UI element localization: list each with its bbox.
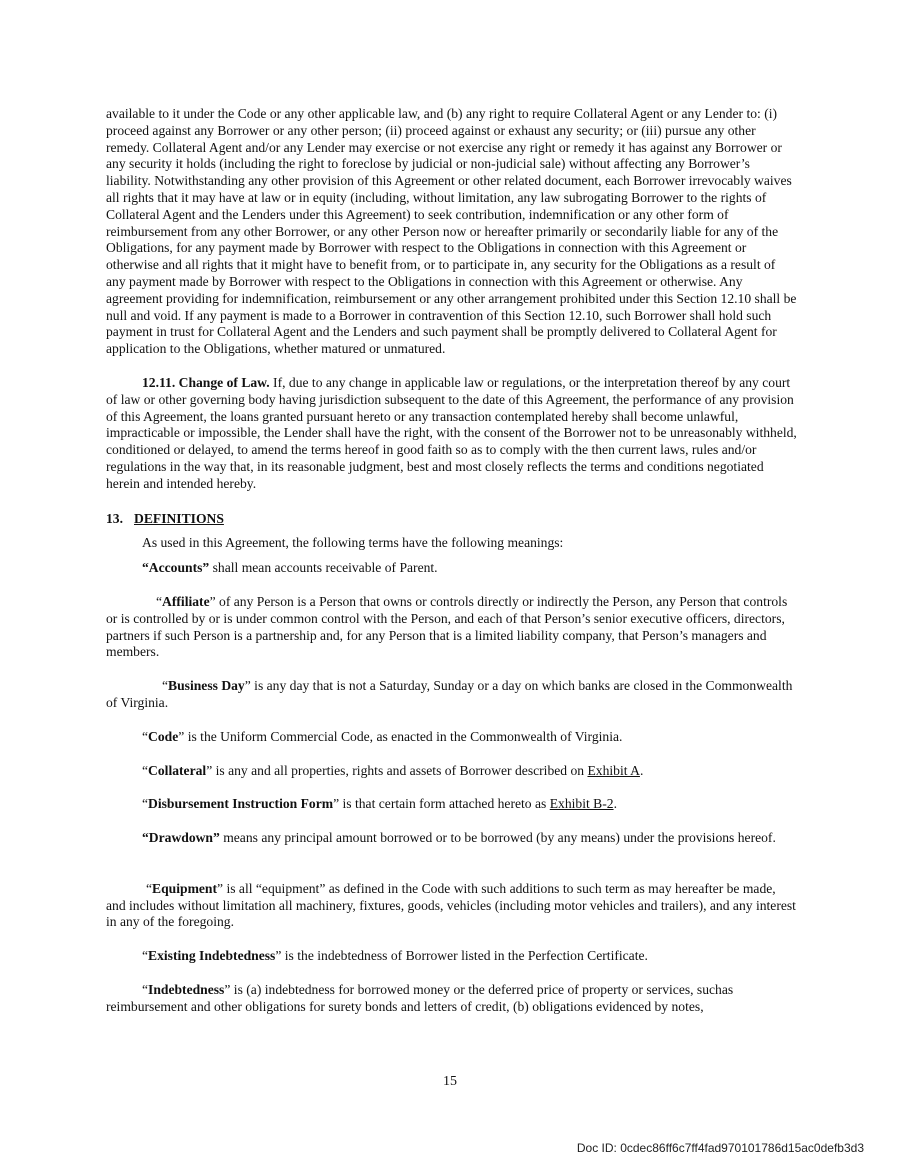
definition-code	[106, 729, 798, 746]
definition-equipment-text: ” is all “equipment” as defined in the Code with such additions to such term as may hereafter be made, and includes without limitation all machinery, fixtures, goods, vehicles (including motor vehicles and trailers), and any interest in any of the foregoing.	[106, 880, 796, 930]
section-13-number: 13.	[106, 510, 123, 526]
definition-indebtedness-text: ” is (a) indebtedness for borrowed money or the deferred price of property or services, suchas reimbursement and other obligations for surety bonds and letters of credit, (b) obligations evidenced by notes,	[106, 982, 734, 1014]
term-drawdown: “Drawdown”	[142, 830, 220, 846]
term-existing-indebtedness: Existing Indebtedness	[148, 948, 276, 964]
definition-disbursement-form	[106, 796, 798, 813]
definition-affiliate-text: ” of any Person is a Person that owns or controls directly or indirectly the Person, any Person that controls or is controlled by or is under common control with the Person, and each of that Person’s senior executive officers, directors, partners if such Person is a partnership and, for any Person that is a limited liability company, that Person’s managers and members.	[106, 593, 788, 660]
definition-collateral-text: ” is any and all properties, rights and assets of Borrower described on	[206, 762, 588, 778]
definition-collateral	[106, 763, 798, 780]
quote: “	[142, 762, 149, 778]
quote: “	[162, 678, 169, 694]
period: .	[639, 762, 644, 778]
definition-drawdown	[106, 830, 798, 847]
term-business-day: Business Day	[168, 678, 245, 694]
definition-disbursement-text: ” is that certain form attached hereto as	[333, 796, 550, 812]
definition-affiliate	[106, 594, 798, 661]
definition-accounts	[106, 560, 798, 577]
document-page	[106, 106, 798, 1016]
definition-equipment	[106, 881, 798, 931]
section-13-title: DEFINITIONS	[134, 510, 224, 526]
quote: “	[142, 982, 149, 998]
definitions-intro: As used in this Agreement, the following terms have the following meanings:	[142, 535, 564, 551]
quote: “	[156, 593, 163, 609]
definition-drawdown-text: means any principal amount borrowed or to be borrowed (by any means) under the provisions hereof.	[219, 830, 776, 846]
exhibit-b2-link[interactable]: Exhibit B-2	[549, 796, 614, 812]
quote: “	[142, 796, 149, 812]
page-number: 15	[443, 1074, 457, 1089]
section-12-11-body: If, due to any change in applicable law or regulations, or the interpretation thereof by any court of law or other governing body having jurisdiction subsequent to the date of this Agreement, the performance of any provision of this Agreement, the loans granted pursuant hereto or any transaction contemplated hereby shall become unlawful, impracticable or impossible, the Lender shall have the right, with the consent of the Borrower not to be unreasonably withheld, conditioned or delayed, to amend the terms hereof in good faith so as to comply with the then current laws, rules and/or regulations in the way that, in its reasonable judgment, best and most closely reflects the terms and conditions negotiated herein and intended hereby.	[106, 374, 797, 491]
definition-accounts-text: shall mean accounts receivable of Parent.	[209, 560, 438, 576]
term-equipment: Equipment	[152, 880, 218, 896]
definition-existing-indebtedness	[106, 948, 798, 965]
term-collateral: Collateral	[148, 762, 207, 778]
definition-code-text: ” is the Uniform Commercial Code, as enacted in the Commonwealth of Virginia.	[178, 728, 623, 744]
quote: “	[142, 728, 149, 744]
section-13-heading	[106, 511, 798, 528]
period: .	[613, 796, 617, 812]
term-disbursement-form: Disbursement Instruction Form	[148, 796, 334, 812]
exhibit-a-link[interactable]: Exhibit A	[587, 762, 640, 778]
definition-indebtedness	[106, 982, 798, 1016]
definition-business-day	[106, 678, 798, 712]
section-12-11	[106, 375, 798, 493]
quote: “	[146, 880, 153, 896]
term-affiliate: Affiliate	[162, 593, 210, 609]
definition-business-day-text: ” is any day that is not a Saturday, Sunday or a day on which banks are closed in the Commonwealth of Virginia.	[106, 678, 793, 710]
term-accounts: “Accounts”	[142, 560, 210, 576]
term-indebtedness: Indebtedness	[148, 982, 225, 998]
section-12-11-heading: 12.11. Change of Law.	[142, 374, 270, 390]
doc-id: Doc ID: 0cdec86ff6c7ff4fad970101786d15ac0defb3d3	[576, 1141, 864, 1155]
definition-existing-text: ” is the indebtedness of Borrower listed in the Perfection Certificate.	[275, 948, 648, 964]
quote: “	[142, 948, 149, 964]
paragraph-waiver-continued: available to it under the Code or any other applicable law, and (b) any right to require Collateral Agent or any Lender to: (i) proceed against any Borrower or any other person; (ii) proceed against or exhaust any security; or (iii) pursue any other remedy. Collateral Agent and/or any Lender may exercise or not exercise any right or remedy it has against any Borrower or any security it holds (including the right to foreclose by judicial or non-judicial sale) without affecting any Borrower’s liability. Notwithstanding any other provision of this Agreement or other related document, each Borrower irrevocably waives all rights that it may have at law or in equity (including, without limitation, any law subrogating Borrower to the rights of Collateral Agent and the Lenders under this Agreement) to seek contribution, indemnification or any other form of reimbursement from any other Borrower, or any other Person now or hereafter primarily or secondarily liable for any of the Obligations, for any payment made by Borrower with respect to the Obligations in connection with this Agreement or otherwise and all rights that it might have to benefit from, or to participate in, any security for the Obligations as a result of any payment made by Borrower with respect to the Obligations in connection with this Agreement or otherwise. Any agreement providing for indemnification, reimbursement or any other arrangement prohibited under this Section 12.10 shall be null and void. If any payment is made to a Borrower in contravention of this Section 12.10, such Borrower shall hold such payment in trust for Collateral Agent and the Lenders and such payment shall be promptly delivered to Collateral Agent for application to the Obligations, whether matured or unmatured.	[106, 106, 797, 357]
term-code: Code	[148, 728, 179, 744]
